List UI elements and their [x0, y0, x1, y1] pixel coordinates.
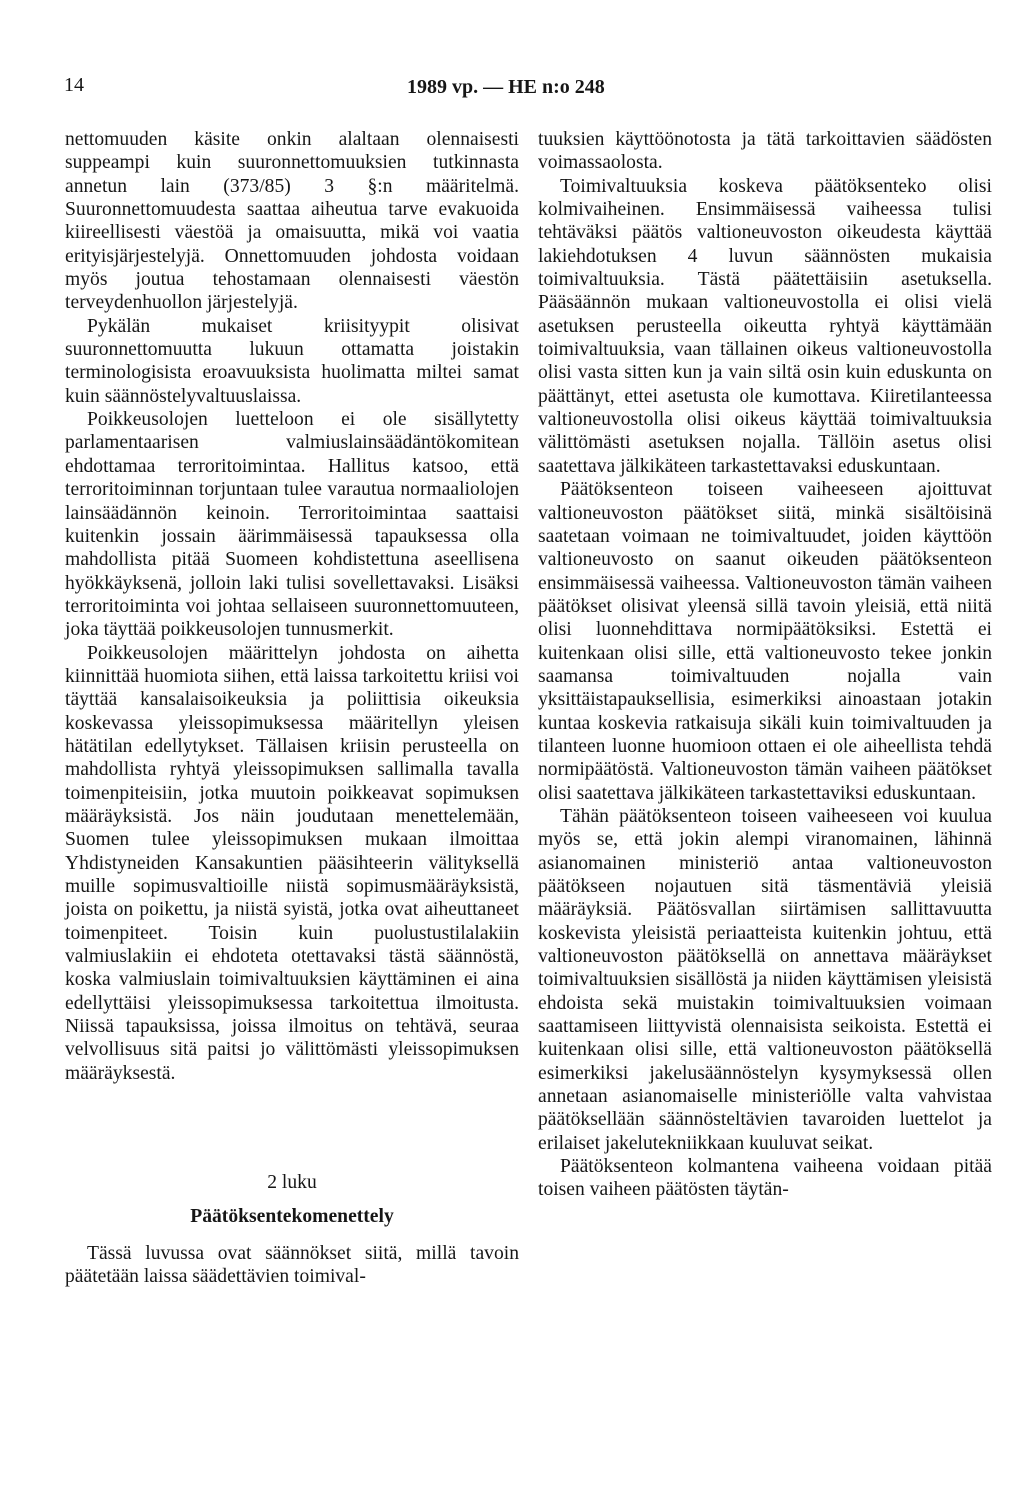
running-title: 1989 vp. — HE n:o 248	[407, 76, 605, 98]
paragraph: Poikkeusolojen määrittelyn johdosta on aihetta kiinnittää huomiota siihen, että laissa tarkoitettu kriisi voi täyttää kansalaisoikeuksia ja poliittisia oikeuksia koskevassa yleissopimuksessa määritellyn yleisen hätätilan edellytykset. Tällaisen kriisin perusteella on mahdollista ryhtyä yleissopimuksen sallimalla tavalla toimenpiteisiin, jotka muutoin poikkeavat sopimuksen määräyksistä. Jos näin joudutaan menettelemään, Suomen tulee yleissopimuksen mukaan ilmoittaa Yhdistyneiden Kansakuntien pääsihteerin välityksellä muille sopimusvaltioille niistä sopimusmääräyksistä, joista on poikettu, ja niistä syistä, jotka ovat aiheuttaneet toimenpiteet. Toisin kuin puolustustilalakiin valmiuslakiin ei ehdoteta otettavaksi tästä säännöstä, koska valmiuslain toimivaltuuksien käyttäminen ei aina edellyttäisi yleissopimuksessa tarkoitettua ilmoitusta. Niissä tapauksissa, joissa ilmoitus on tehtävä, seuraa velvollisuus sitä paitsi jo välittömästi yleissopimuksen määräyksestä.	[65, 642, 519, 1084]
left-column	[65, 128, 519, 1288]
paragraph: Päätöksenteon toiseen vaiheeseen ajoittuvat valtioneuvoston päätökset siitä, minkä sisältöisinä saatetaan voimaan ne toimivaltuudet, joiden käyttöön valtioneuvosto on saanut oikeuden päätöksenteon ensimmäisessä vaiheessa. Valtioneuvoston tämän vaiheen päätökset olisivat yleensä sillä tavoin yleisiä, että niitä olisi luonnehdittava normipäätöksiksi. Estettä ei kuitenkaan olisi sille, että valtioneuvosto tekee jonkin saamansa toimivaltuuden nojalla vain yksittäistapauksellisia, esimerkiksi ainoastaan jotakin kuntaa koskevia ratkaisuja sikäli kuin toimivaltuuden ja tilanteen luonne huomioon ottaen ei ole aiheellista tehdä normipäätöstä. Valtioneuvoston tämän vaiheen päätökset olisi saatettava jälkikäteen tarkastettaviksi eduskuntaan.	[538, 479, 992, 804]
paragraph: Toimivaltuuksia koskeva päätöksenteko olisi kolmivaiheinen. Ensimmäisessä vaiheessa tulisi tehtäväksi päätös valtioneuvoston oikeudesta käyttää lakiehdotuksen 4 luvun säännösten mukaisia toimivaltuuksia. Tästä päätettäisiin asetuksella. Pääsäännön mukaan valtioneuvostolla ei olisi vielä asetuksen perusteella oikeutta ryhtyä käyttämään toimivaltuuksia, vaan tällainen oikeus valtioneuvostolla olisi vasta sitten kun ja vain siltä osin kuin eduskunta on päättänyt, ettei asetusta ole kumottava. Kiiretilanteessa valtioneuvostolla olisi oikeus käyttää toimivaltuuksia välittömästi asetuksen nojalla. Tällöin asetus olisi saatettava jälkikäteen tarkastettavaksi eduskuntaan.	[538, 175, 992, 477]
page-header	[0, 74, 1024, 104]
paragraph: nettomuuden käsite onkin alaltaan olennaisesti suppeampi kuin suuronnettomuuksien tutkinnasta annetun lain (373/85) 3 §:n määritelmä. Suuronnettomuudesta saattaa aiheutua tarve evakuoida kiireellisesti väestöä ja omaisuutta, mikä voi vaatia erityisjärjestelyjä. Onnettomuuden johdosta voidaan myös joutua tehostamaan olennaisesti väestön terveydenhuollon järjestelyjä.	[65, 129, 519, 314]
right-column	[538, 128, 992, 1202]
page-number: 14	[64, 74, 84, 96]
paragraph: Pykälän mukaiset kriisityypit olisivat suuronnettomuutta lukuun ottamatta joistakin terminologisista eroavuuksista huolimatta miltei samat kuin säännöstelyvaltuuslaissa.	[65, 315, 519, 407]
chapter-number: 2 luku	[267, 1172, 317, 1194]
paragraph: tuuksien käyttöönotosta ja tätä tarkoittavien säädösten voimassaolosta.	[538, 129, 992, 174]
paragraph: Tähän päätöksenteon toiseen vaiheeseen voi kuulua myös se, että jokin alempi viranomainen, lähinnä asianomainen ministeriö antaa valtioneuvoston päätökseen nojautuen sitä täsmentäviä yleisiä määräyksiä. Päätösvallan siirtämisen sallittavuutta koskevista yleisistä periaatteista kuitenkin johtuu, että valtioneuvoston päätöksellä on annettava määräykset toimivaltuuksien sisällöstä ja niiden käyttämisen yleisistä ehdoista sekä muistakin toimivaltuuksien voimaan saattamiseen liittyvistä olennaisista seikoista. Estettä ei kuitenkaan olisi sille, että valtioneuvoston päätöksellä esimerkiksi jakelusäännöstelyn kysymyksessä ollen annetaan asianomaiselle ministeriölle valta vahvistaa päätöksellään säännösteltävien tavaroiden luettelot ja erilaiset jakelutekniikkaan kuuluvat seikat.	[538, 805, 992, 1154]
paragraph: Päätöksenteon kolmantena vaiheena voidaan pitää toisen vaiheen päätösten täytän-	[538, 1156, 992, 1201]
paragraph: Tässä luvussa ovat säännökset siitä, millä tavoin päätetään laissa säädettävien toimival-	[65, 1242, 519, 1288]
chapter-title: Päätöksentekomenettely	[190, 1206, 394, 1228]
paragraph: Poikkeusolojen luetteloon ei ole sisällytetty parlamentaarisen valmiuslainsäädäntökomitean ehdottamaa terroritoimintaa. Hallitus katsoo, että terroritoiminnan torjuntaan tulee varautua normaaliolojen lainsäädännön keinoin. Terroritoimintaa saattaisi kuitenkin jossain äärimmäisessä tapauksessa olla mahdollista pitää Suomeen kohdistettuna aseellisena hyökkäyksenä, jolloin laki tulisi sovellettavaksi. Lisäksi terroritoiminta voi johtaa sellaiseen suuronnettomuuteen, joka täyttää poikkeusolojen tunnusmerkit.	[65, 409, 519, 641]
